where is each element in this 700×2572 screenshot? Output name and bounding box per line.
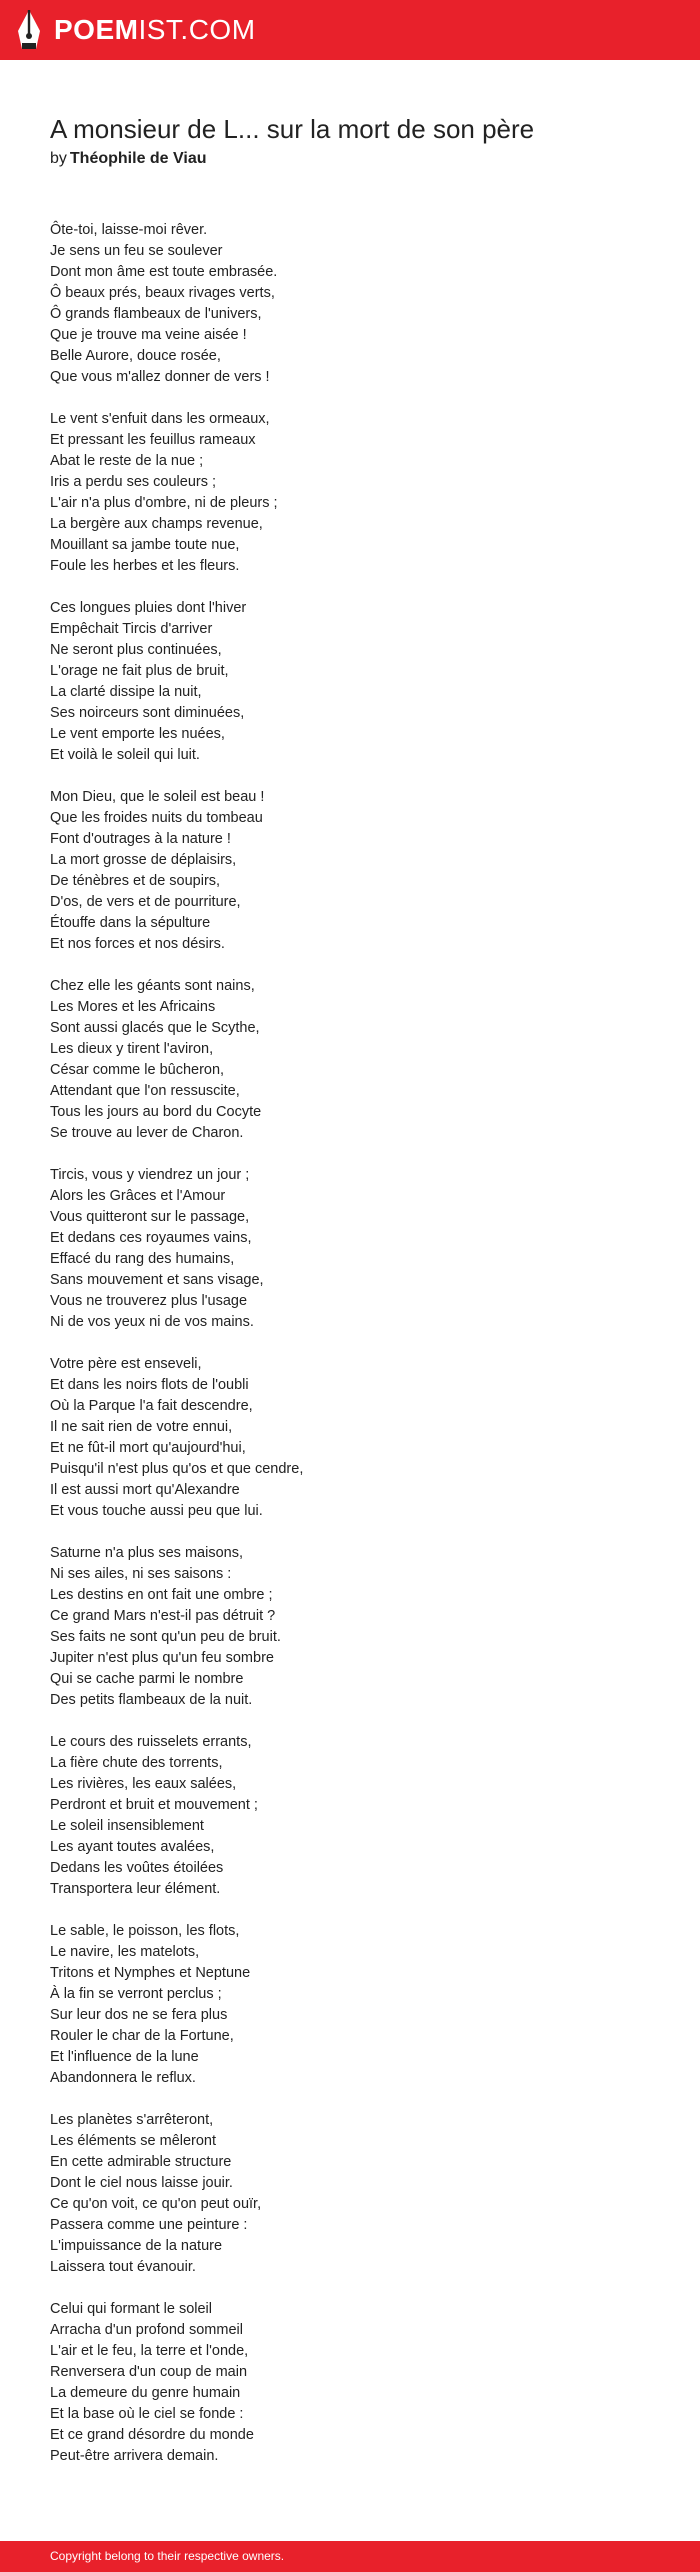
poem-line: L'orage ne fait plus de bruit,	[50, 663, 229, 679]
stanza	[50, 976, 650, 1144]
poem-line: Que vous m'allez donner de vers !	[50, 369, 270, 385]
poem-line: Tous les jours au bord du Cocyte	[50, 1104, 262, 1120]
poem-line: Qui se cache parmi le nombre	[50, 1671, 244, 1687]
poem-line: Dedans les voûtes étoilées	[50, 1860, 224, 1876]
poem-line: Ces longues pluies dont l'hiver	[50, 600, 247, 616]
stanza	[50, 2299, 650, 2467]
poem-line: Ô grands flambeaux de l'univers,	[50, 306, 262, 322]
poem-line: Ni de vos yeux ni de vos mains.	[50, 1314, 254, 1330]
poem-line: Et voilà le soleil qui luit.	[50, 747, 200, 763]
poem-line: La fière chute des torrents,	[50, 1755, 223, 1771]
stanza	[50, 1921, 650, 2089]
poem-line: César comme le bûcheron,	[50, 1062, 225, 1078]
poem-line: Le vent emporte les nuées,	[50, 726, 225, 742]
poem-line: L'impuissance de la nature	[50, 2238, 223, 2254]
poem-line: Le cours des ruisselets errants,	[50, 1734, 252, 1750]
poem-line: Votre père est enseveli,	[50, 1356, 202, 1372]
poem-line: Et dans les noirs flots de l'oubli	[50, 1377, 249, 1393]
pen-nib-icon	[16, 9, 42, 51]
poem-title: A monsieur de L... sur la mort de son père	[50, 114, 535, 144]
poem-line: Le sable, le poisson, les flots,	[50, 1923, 240, 1939]
poem-line: Il est aussi mort qu'Alexandre	[50, 1482, 240, 1498]
stanza	[50, 2110, 650, 2278]
poem-line: En cette admirable structure	[50, 2154, 232, 2170]
poem-line: Étouffe dans la sépulture	[50, 915, 211, 931]
poem-line: Passera comme une peinture :	[50, 2217, 248, 2233]
poem-line: Où la Parque l'a fait descendre,	[50, 1398, 253, 1414]
stanza	[50, 409, 650, 577]
poem-line: Tircis, vous y viendrez un jour ;	[50, 1167, 250, 1183]
poem-line: Dont mon âme est toute embrasée.	[50, 264, 278, 280]
poem-line: Les rivières, les eaux salées,	[50, 1776, 237, 1792]
poem-line: Abat le reste de la nue ;	[50, 453, 204, 469]
poem-line: Puisqu'il n'est plus qu'os et que cendre,	[50, 1461, 304, 1477]
poem-line: Le navire, les matelots,	[50, 1944, 200, 1960]
poem-line: Des petits flambeaux de la nuit.	[50, 1692, 253, 1708]
poem-line: Ce grand Mars n'est-il pas détruit ?	[50, 1608, 276, 1624]
poem-line: Arracha d'un profond sommeil	[50, 2322, 243, 2338]
poem-line: Foule les herbes et les fleurs.	[50, 558, 240, 574]
poem-line: Les ayant toutes avalées,	[50, 1839, 215, 1855]
poem-line: De ténèbres et de soupirs,	[50, 873, 221, 889]
poem-line: Belle Aurore, douce rosée,	[50, 348, 221, 364]
poem-line: Abandonnera le reflux.	[50, 2070, 196, 2086]
poem-line: Vous ne trouverez plus l'usage	[50, 1293, 248, 1309]
poem-line: Ce qu'on voit, ce qu'on peut ouïr,	[50, 2196, 262, 2212]
poem-line: Ôte-toi, laisse-moi rêver.	[50, 222, 208, 238]
poem-line: Et l'influence de la lune	[50, 2049, 199, 2065]
poem-line: Empêchait Tircis d'arriver	[50, 621, 213, 637]
header-bar	[0, 0, 700, 60]
poem-line: Se trouve au lever de Charon.	[50, 1125, 244, 1141]
poem-line: Et ne fût-il mort qu'aujourd'hui,	[50, 1440, 246, 1456]
stanza	[50, 220, 650, 388]
stanza	[50, 1354, 650, 1522]
stanza	[50, 1732, 650, 1900]
poem-line: Chez elle les géants sont nains,	[50, 978, 255, 994]
poem-line: Ni ses ailes, ni ses saisons :	[50, 1566, 232, 1582]
poem-line: Ne seront plus continuées,	[50, 642, 222, 658]
poem-line: Les Mores et les Africains	[50, 999, 216, 1015]
stanza	[50, 787, 650, 955]
poem-line: L'air et le feu, la terre et l'onde,	[50, 2343, 249, 2359]
poem-body	[50, 220, 650, 2488]
poem-line: Alors les Grâces et l'Amour	[50, 1188, 226, 1204]
poem-line: Les dieux y tirent l'aviron,	[50, 1041, 214, 1057]
poem-line: Et pressant les feuillus rameaux	[50, 432, 256, 448]
poem-line: Jupiter n'est plus qu'un feu sombre	[50, 1650, 274, 1666]
footer-bar	[0, 2541, 700, 2572]
site-logo[interactable]	[16, 9, 256, 51]
poem-line: Saturne n'a plus ses maisons,	[50, 1545, 243, 1561]
poem-line: Sans mouvement et sans visage,	[50, 1272, 264, 1288]
poem-line: Et nos forces et nos désirs.	[50, 936, 225, 952]
poem-line: Et vous touche aussi peu que lui.	[50, 1503, 263, 1519]
poem-line: Les destins en ont fait une ombre ;	[50, 1587, 273, 1603]
poem-line: Transportera leur élément.	[50, 1881, 221, 1897]
stanza	[50, 1543, 650, 1711]
poem-line: Et dedans ces royaumes vains,	[50, 1230, 252, 1246]
poem-line: L'air n'a plus d'ombre, ni de pleurs ;	[50, 495, 278, 511]
byline	[50, 150, 207, 168]
stanza	[50, 598, 650, 766]
poem-line: Et la base où le ciel se fonde :	[50, 2406, 244, 2422]
poem-line: Sur leur dos ne se fera plus	[50, 2007, 228, 2023]
poem-line: La bergère aux champs revenue,	[50, 516, 263, 532]
poem-line: Les éléments se mêleront	[50, 2133, 217, 2149]
poem-line: Ses noirceurs sont diminuées,	[50, 705, 245, 721]
poem-line: Perdront et bruit et mouvement ;	[50, 1797, 258, 1813]
poem-line: Rouler le char de la Fortune,	[50, 2028, 234, 2044]
poem-line: La clarté dissipe la nuit,	[50, 684, 202, 700]
stanza	[50, 1165, 650, 1333]
poem-line: Celui qui formant le soleil	[50, 2301, 212, 2317]
poem-line: Le soleil insensiblement	[50, 1818, 204, 1834]
poem-line: À la fin se verront perclus ;	[50, 1986, 222, 2002]
poem-line: Il ne sait rien de votre ennui,	[50, 1419, 233, 1435]
poem-line: Mouillant sa jambe toute nue,	[50, 537, 240, 553]
poem-line: Font d'outrages à la nature !	[50, 831, 231, 847]
logo-wordmark: POEMIST.COM	[54, 14, 256, 45]
poem-line: Dont le ciel nous laisse jouir.	[50, 2175, 233, 2191]
poem-line: Ô beaux prés, beaux rivages verts,	[50, 285, 275, 301]
poem-line: Iris a perdu ses couleurs ;	[50, 474, 217, 490]
poem-line: Le vent s'enfuit dans les ormeaux,	[50, 411, 270, 427]
poem-line: Tritons et Nymphes et Neptune	[50, 1965, 251, 1981]
poem-line: Que les froides nuits du tombeau	[50, 810, 263, 826]
poem-line: Vous quitteront sur le passage,	[50, 1209, 250, 1225]
copyright-text: Copyright belong to their respective owners.	[50, 2549, 285, 2563]
poem-line: Laissera tout évanouir.	[50, 2259, 196, 2275]
poem-line: Renversera d'un coup de main	[50, 2364, 248, 2380]
poem-line: Et ce grand désordre du monde	[50, 2427, 254, 2443]
poem-line: Mon Dieu, que le soleil est beau !	[50, 789, 265, 805]
by-label: by	[50, 150, 67, 167]
poem-line: Ses faits ne sont qu'un peu de bruit.	[50, 1629, 281, 1645]
poem-line: Peut-être arrivera demain.	[50, 2448, 219, 2464]
poem-line: Que je trouve ma veine aisée !	[50, 327, 247, 343]
poem-line: Je sens un feu se soulever	[50, 243, 223, 259]
poem-line: Attendant que l'on ressuscite,	[50, 1083, 240, 1099]
poem-line: La mort grosse de déplaisirs,	[50, 852, 237, 868]
poem-line: D'os, de vers et de pourriture,	[50, 894, 241, 910]
poem-line: Effacé du rang des humains,	[50, 1251, 235, 1267]
poem-line: La demeure du genre humain	[50, 2385, 241, 2401]
poem-line: Les planètes s'arrêteront,	[50, 2112, 214, 2128]
poem-line: Sont aussi glacés que le Scythe,	[50, 1020, 260, 1036]
author-name[interactable]: Théophile de Viau	[69, 150, 207, 167]
